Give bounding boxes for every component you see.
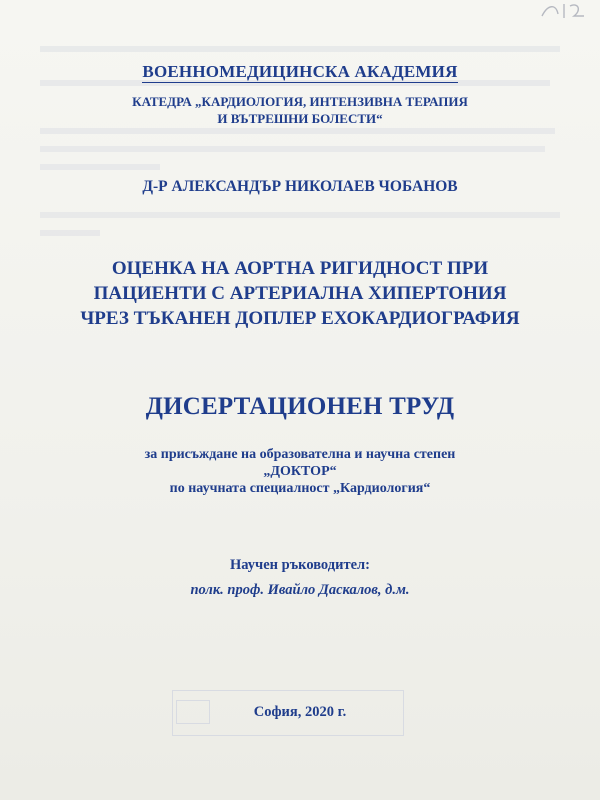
thesis-title-line-3: ЧРЕЗ ТЪКАНЕН ДОПЛЕР ЕХОКАРДИОГРАФИЯ [80, 308, 520, 329]
supervisor-name: полк. проф. Ивайло Даскалов, д.м. [190, 582, 410, 598]
degree-line-2: „ДОКТОР“ [263, 464, 337, 479]
bleed-through-line [40, 46, 560, 52]
supervisor-label: Научен ръководител: [230, 557, 370, 573]
department-line-2: И ВЪТРЕШНИ БОЛЕСТИ“ [217, 111, 383, 126]
handwritten-page-mark [538, 0, 593, 27]
author-name: Д-Р АЛЕКСАНДЪР НИКОЛАЕВ ЧОБАНОВ [142, 178, 458, 195]
thesis-title-line-2: ПАЦИЕНТИ С АРТЕРИАЛНА ХИПЕРТОНИЯ [93, 283, 507, 304]
bleed-through-line [40, 212, 560, 218]
city-year: София, 2020 г. [253, 704, 347, 720]
bleed-through-line [40, 128, 555, 134]
dissertation-heading: ДИСЕРТАЦИОНЕН ТРУД [145, 393, 455, 420]
bleed-through-line [40, 230, 100, 236]
thesis-title-line-1: ОЦЕНКА НА АОРТНА РИГИДНОСТ ПРИ [111, 258, 489, 279]
bleed-through-line [40, 146, 545, 152]
degree-line-3: по научната специалност „Кардиология“ [169, 481, 431, 496]
bleed-through-line [40, 164, 160, 170]
academy-name: ВОЕННОМЕДИЦИНСКА АКАДЕМИЯ [142, 62, 458, 81]
department-line-1: КАТЕДРА „КАРДИОЛОГИЯ, ИНТЕНЗИВНА ТЕРАПИЯ [132, 94, 468, 109]
degree-line-1: за присъждане на образователна и научна степен [144, 447, 456, 462]
